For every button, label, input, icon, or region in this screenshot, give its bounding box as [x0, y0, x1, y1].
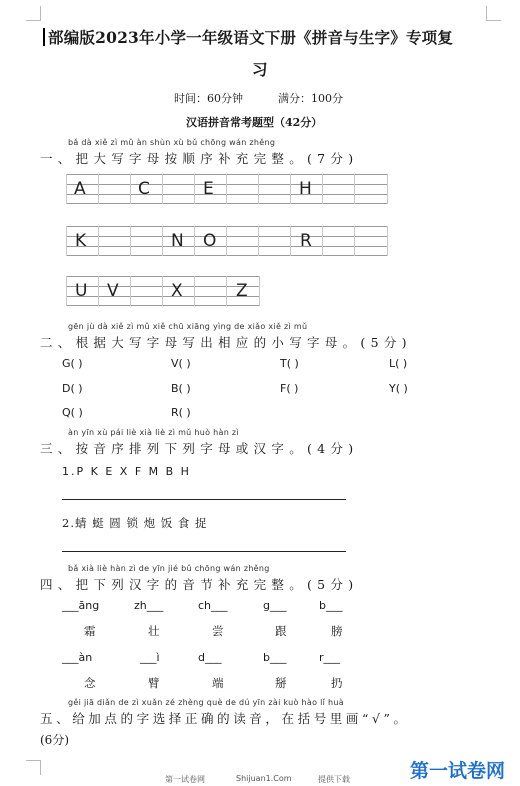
- syllable-blank[interactable]: zh___: [134, 599, 164, 612]
- letter-n: N: [171, 231, 184, 251]
- question-1-text: 一、把大写字母按顺序补充完整。(7分): [40, 151, 359, 166]
- answer-item[interactable]: V( ): [171, 357, 191, 370]
- answer-item[interactable]: D( ): [62, 382, 83, 395]
- letter-o: O: [203, 231, 217, 251]
- page-title-line1: 部编版2023年小学一年级语文下册《拼音与生字》专项复: [48, 28, 454, 47]
- character: 掰: [275, 676, 287, 690]
- question-5-text: 五、给加点的字选择正确的读音，在括号里画“√”。: [40, 711, 410, 726]
- answer-item[interactable]: G( ): [62, 357, 83, 370]
- page-corner-mark: [26, 6, 41, 21]
- letter-grid-row3: [66, 276, 260, 306]
- syllable-blank[interactable]: r___: [319, 651, 341, 664]
- letter-r: R: [300, 231, 312, 251]
- question-2-pinyin: gēn jù dà xiě zì mǔ xiě chū xiāng yìng de xiǎo xiě zì mǔ: [68, 322, 308, 331]
- letter-u: U: [75, 281, 88, 301]
- character: 尝: [212, 624, 224, 638]
- sort-list-characters: 2.蜻 蜓 圆 锁 炮 饭 食 捉: [62, 516, 208, 530]
- footer-domain[interactable]: Shijuan1.Com: [236, 774, 292, 783]
- letter-c: C: [138, 179, 150, 199]
- question-2-heading: [40, 322, 510, 352]
- question-5-heading: [40, 698, 510, 728]
- question-2-text: 二、根据大写字母写出相应的小写字母。(5分): [40, 335, 412, 350]
- answer-item[interactable]: Y( ): [389, 382, 408, 395]
- letter-z: Z: [236, 281, 248, 301]
- answer-item[interactable]: F( ): [280, 382, 299, 395]
- question-3-text: 三、按音序排列下列字母或汉字。(4分): [40, 441, 359, 456]
- sort-list-letters: 1.P K E X F M B H: [62, 465, 191, 478]
- syllable-blank[interactable]: ___àn: [62, 651, 93, 664]
- answer-line[interactable]: [62, 499, 346, 500]
- text-cursor: [43, 28, 45, 46]
- question-1-heading: [40, 138, 500, 168]
- letter-e: E: [203, 179, 214, 199]
- question-4-pinyin: bǎ xià liè hàn zì de yīn jié bǔ chōng wán zhěng: [68, 564, 270, 573]
- question-5-pinyin: gěi jiā diǎn de zì xuǎn zé zhèng què de dú yīn zài kuò hào lǐ huà: [68, 698, 344, 707]
- question-3-heading: [40, 428, 500, 458]
- question-3-pinyin: àn yīn xù pái liè xià liè zì mǔ huò hàn zì: [68, 428, 239, 437]
- letter-grid-row2: [66, 226, 388, 256]
- page-title-line2: 习: [252, 60, 268, 79]
- syllable-blank[interactable]: g___: [263, 599, 287, 612]
- syllable-blank[interactable]: b___: [319, 599, 343, 612]
- character: 扔: [331, 676, 343, 690]
- answer-item[interactable]: R( ): [171, 406, 191, 419]
- syllable-blank[interactable]: ___āng: [62, 599, 100, 612]
- section-title: 汉语拼音常考题型（42分）: [186, 116, 323, 129]
- character: 膀: [331, 624, 343, 638]
- character: 霜: [84, 624, 96, 638]
- syllable-blank[interactable]: ___ì: [140, 651, 160, 664]
- character: 臂: [148, 676, 160, 690]
- letter-a: A: [74, 179, 86, 199]
- page-corner-mark: [26, 760, 41, 775]
- character: 念: [84, 676, 96, 690]
- syllable-blank[interactable]: b___: [263, 651, 287, 664]
- character: 壮: [148, 624, 160, 638]
- score-label: 满分：100分: [278, 92, 343, 105]
- question-5-score: (6分): [40, 733, 69, 747]
- character: 跟: [275, 624, 287, 638]
- page-corner-mark: [486, 6, 501, 21]
- syllable-blank[interactable]: ch___: [198, 599, 228, 612]
- letter-grid-row1: [66, 174, 388, 204]
- letter-k: K: [75, 231, 87, 251]
- answer-item[interactable]: B( ): [171, 382, 191, 395]
- footer-site-name: 第一试卷网: [165, 775, 205, 784]
- syllable-blank[interactable]: d___: [198, 651, 222, 664]
- footer-download-note: 提供下载: [318, 775, 350, 784]
- letter-h: H: [299, 179, 312, 199]
- answer-item[interactable]: L( ): [389, 357, 408, 370]
- answer-item[interactable]: T( ): [280, 357, 299, 370]
- letter-v: V: [107, 281, 119, 301]
- answer-line[interactable]: [62, 551, 346, 552]
- question-1-pinyin: bǎ dà xiě zì mǔ àn shùn xù bǔ chōng wán zhěng: [68, 138, 276, 147]
- answer-item[interactable]: Q( ): [62, 406, 83, 419]
- character: 端: [212, 676, 224, 690]
- time-label: 时间：60分钟: [174, 92, 243, 105]
- brand-watermark-logo: 第一试卷网: [410, 760, 506, 782]
- question-4-heading: [40, 564, 500, 594]
- question-4-text: 四、把下列汉字的音节补充完整。(5分): [40, 577, 359, 592]
- letter-x: X: [171, 281, 183, 301]
